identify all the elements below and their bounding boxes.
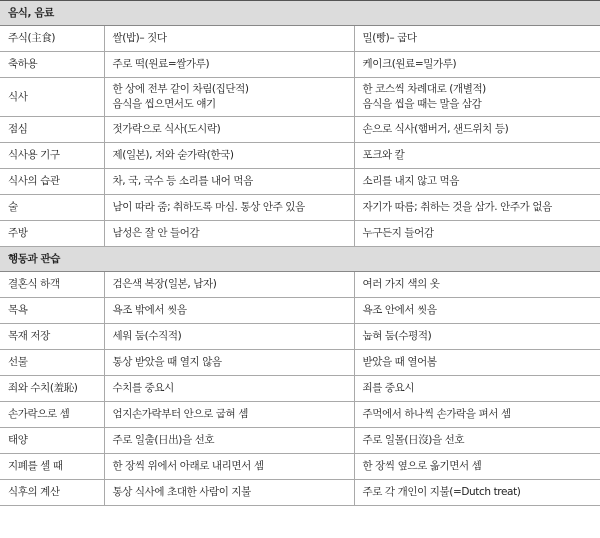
west-cell bbox=[354, 143, 600, 169]
cell-line: 주로 각 개인이 지불(=Dutch treat) bbox=[362, 486, 521, 498]
cell-line: 받았을 때 열어봄 bbox=[362, 356, 437, 368]
west-cell bbox=[354, 376, 600, 402]
west-cell bbox=[354, 221, 600, 247]
cell-line: 자기가 따름; 취하는 것을 삼가. 안주가 없음 bbox=[362, 201, 552, 213]
row-label: 목재 저장 bbox=[0, 324, 104, 350]
west-cell bbox=[354, 117, 600, 143]
table-row bbox=[0, 169, 600, 195]
cell-line: 쌀(밥)– 짓다 bbox=[112, 32, 167, 44]
east-cell bbox=[104, 78, 354, 117]
cell-line: 통상 식사에 초대한 사람이 지불 bbox=[112, 486, 251, 498]
east-cell bbox=[104, 117, 354, 143]
east-cell bbox=[104, 221, 354, 247]
row-label: 목욕 bbox=[0, 298, 104, 324]
west-cell bbox=[354, 402, 600, 428]
east-cell bbox=[104, 376, 354, 402]
west-cell bbox=[354, 78, 600, 117]
table-row bbox=[0, 78, 600, 117]
row-label: 식사용 기구 bbox=[0, 143, 104, 169]
east-cell bbox=[104, 428, 354, 454]
west-cell bbox=[354, 298, 600, 324]
cell-line: 검은색 복장(일본, 남자) bbox=[112, 278, 217, 290]
table-row bbox=[0, 26, 600, 52]
cell-line: 한 장씩 위에서 아래로 내리면서 셈 bbox=[112, 460, 264, 472]
cell-line: 제(일본), 저와 숟가락(한국) bbox=[112, 149, 234, 161]
table-row bbox=[0, 221, 600, 247]
cell-line: 포크와 칼 bbox=[362, 149, 405, 161]
west-cell bbox=[354, 428, 600, 454]
row-label: 축하용 bbox=[0, 52, 104, 78]
table-row bbox=[0, 428, 600, 454]
table-row bbox=[0, 272, 600, 298]
east-cell bbox=[104, 402, 354, 428]
west-cell bbox=[354, 350, 600, 376]
cell-line: 소리를 내지 않고 먹음 bbox=[362, 175, 459, 187]
cell-line: 남성은 잘 안 들어감 bbox=[112, 227, 200, 239]
cell-line: 음식을 씹으면서도 얘기 bbox=[112, 98, 216, 110]
cell-line: 누구든지 들어감 bbox=[362, 227, 434, 239]
row-label: 주방 bbox=[0, 221, 104, 247]
table-row bbox=[0, 52, 600, 78]
table-row bbox=[0, 143, 600, 169]
section-title: 음식, 음료 bbox=[0, 1, 600, 26]
west-cell bbox=[354, 195, 600, 221]
cell-line: 수치를 중요시 bbox=[112, 382, 174, 394]
cell-line: 한 상에 전부 같이 차림(집단적) bbox=[112, 83, 249, 95]
east-cell bbox=[104, 298, 354, 324]
west-cell bbox=[354, 52, 600, 78]
cell-line: 남이 따라 줌; 취하도록 마심. 통상 안주 있음 bbox=[112, 201, 305, 213]
east-cell bbox=[104, 195, 354, 221]
cell-line: 손으로 식사(햄버거, 샌드위치 등) bbox=[362, 123, 509, 135]
row-label: 점심 bbox=[0, 117, 104, 143]
row-label: 죄와 수치(羞恥) bbox=[0, 376, 104, 402]
east-cell bbox=[104, 480, 354, 506]
row-label: 주식(主食) bbox=[0, 26, 104, 52]
west-cell bbox=[354, 324, 600, 350]
row-label: 술 bbox=[0, 195, 104, 221]
east-cell bbox=[104, 272, 354, 298]
cell-line: 주먹에서 하나씩 손가락을 펴서 셈 bbox=[362, 408, 511, 420]
west-cell bbox=[354, 454, 600, 480]
table-row bbox=[0, 376, 600, 402]
cell-line: 주로 일몰(日沒)을 선호 bbox=[362, 434, 465, 446]
table-row bbox=[0, 324, 600, 350]
table-row bbox=[0, 117, 600, 143]
west-cell bbox=[354, 480, 600, 506]
cell-line: 한 코스씩 차례대로 (개별적) bbox=[362, 83, 486, 95]
cell-line: 주로 일출(日出)을 선호 bbox=[112, 434, 215, 446]
cell-line: 욕조 밖에서 씻음 bbox=[112, 304, 187, 316]
cell-line: 세워 둠(수직적) bbox=[112, 330, 182, 342]
west-cell bbox=[354, 26, 600, 52]
row-label: 식후의 계산 bbox=[0, 480, 104, 506]
row-label: 식사 bbox=[0, 78, 104, 117]
row-label: 선물 bbox=[0, 350, 104, 376]
east-cell bbox=[104, 143, 354, 169]
cell-line: 눕혀 둠(수평적) bbox=[362, 330, 432, 342]
table-body bbox=[0, 1, 600, 506]
west-cell bbox=[354, 169, 600, 195]
east-cell bbox=[104, 324, 354, 350]
cell-line: 한 장씩 옆으로 옮기면서 셈 bbox=[362, 460, 482, 472]
cell-line: 젓가락으로 식사(도시락) bbox=[112, 123, 221, 135]
cell-line: 죄를 중요시 bbox=[362, 382, 415, 394]
cell-line: 밀(빵)– 굽다 bbox=[362, 32, 417, 44]
section-header-row bbox=[0, 1, 600, 26]
section-title: 행동과 관습 bbox=[0, 247, 600, 272]
table-row bbox=[0, 298, 600, 324]
row-label: 지폐를 셀 때 bbox=[0, 454, 104, 480]
cell-line: 음식을 씹을 때는 말을 삼감 bbox=[362, 98, 482, 110]
east-cell bbox=[104, 454, 354, 480]
table-row bbox=[0, 480, 600, 506]
west-cell bbox=[354, 272, 600, 298]
cell-line: 욕조 안에서 씻음 bbox=[362, 304, 437, 316]
section-header-row bbox=[0, 247, 600, 272]
cell-line: 차, 국, 국수 등 소리를 내어 먹음 bbox=[112, 175, 253, 187]
east-cell bbox=[104, 350, 354, 376]
cell-line: 통상 받았을 때 열지 않음 bbox=[112, 356, 222, 368]
cell-line: 케이크(원료=밀가루) bbox=[362, 58, 457, 70]
table-row bbox=[0, 402, 600, 428]
cell-line: 엄지손가락부터 안으로 굽혀 셈 bbox=[112, 408, 248, 420]
cell-line: 주로 떡(원료=쌀가루) bbox=[112, 58, 210, 70]
row-label: 결혼식 하객 bbox=[0, 272, 104, 298]
east-cell bbox=[104, 26, 354, 52]
table-row bbox=[0, 454, 600, 480]
table-row bbox=[0, 195, 600, 221]
cell-line: 여러 가지 색의 옷 bbox=[362, 278, 440, 290]
east-cell bbox=[104, 169, 354, 195]
row-label: 손가락으로 셈 bbox=[0, 402, 104, 428]
row-label: 태양 bbox=[0, 428, 104, 454]
table-row bbox=[0, 350, 600, 376]
east-cell bbox=[104, 52, 354, 78]
row-label: 식사의 습관 bbox=[0, 169, 104, 195]
